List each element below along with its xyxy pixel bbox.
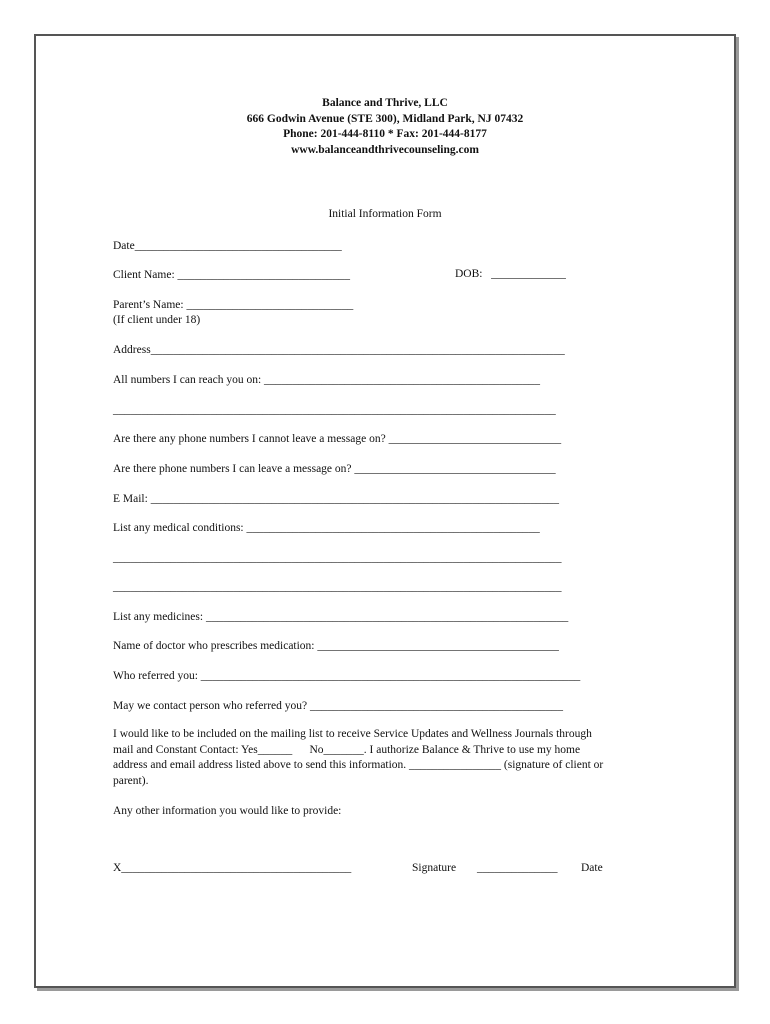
email-field[interactable]: E Mail: _______________________________________________________________________ [113,493,559,505]
mailing-line-4: parent). [113,774,149,787]
company-name: Balance and Thrive, LLC [322,97,448,109]
form-title: Initial Information Form [328,208,442,220]
parents-name-field[interactable]: Parent’s Name: _____________________________ [113,299,354,311]
all-numbers-field[interactable]: All numbers I can reach you on: ________________________________________________ [113,374,541,386]
client-name-field[interactable]: Client Name: ______________________________ [113,269,351,281]
company-address: 666 Godwin Avenue (STE 300), Midland Park, NJ 07432 [246,112,524,125]
medical-conditions-field-continued-2[interactable]: ______________________________________________________________________________ [113,581,562,593]
signature-date-field[interactable]: ______________ [477,862,558,874]
company-website: www.balanceandthrivecounseling.com [291,143,479,156]
date-label: Date [581,862,603,874]
prescribing-doctor-field[interactable]: Name of doctor who prescribes medication: __________________________________________ [113,640,559,652]
signature-field[interactable]: X________________________________________ [113,862,352,874]
mailing-line-2[interactable]: mail and Constant Contact: Yes______ No_______. I authorize Balance & Thrive to use my home [113,743,581,756]
mailing-list-paragraph [113,727,673,789]
mailing-line-1: I would like to be included on the mailing list to receive Service Updates and Wellness Journals through [113,728,592,740]
other-info-label: Any other information you would like to provide: [113,805,342,817]
form-page [34,34,736,988]
signature-label: Signature [412,862,457,874]
dob-field[interactable]: DOB: _____________ [455,268,566,280]
no-message-numbers-field[interactable]: Are there any phone numbers I cannot leave a message on? ______________________________ [113,433,562,445]
referred-by-field[interactable]: Who referred you: __________________________________________________________________ [113,670,581,682]
leave-message-numbers-field[interactable]: Are there phone numbers I can leave a message on? ___________________________________ [113,463,556,475]
company-phone-fax: Phone: 201-444-8110 * Fax: 201-444-8177 [283,128,487,140]
medicines-field[interactable]: List any medicines: _______________________________________________________________ [113,611,569,623]
medical-conditions-field-continued-1[interactable]: ______________________________________________________________________________ [113,552,562,564]
all-numbers-field-continued[interactable]: _____________________________________________________________________________ [113,404,556,416]
mailing-line-3[interactable]: address and email address listed above to send this information. ________________ (signature of client or [113,759,604,771]
medical-conditions-field[interactable]: List any medical conditions: ___________________________________________________ [113,522,540,534]
letterhead [0,96,770,158]
address-field[interactable]: Address________________________________________________________________________ [113,344,565,356]
contact-referrer-field[interactable]: May we contact person who referred you? ____________________________________________ [113,700,564,712]
parents-name-note: (If client under 18) [113,314,201,326]
date-field[interactable]: Date____________________________________ [113,240,342,252]
